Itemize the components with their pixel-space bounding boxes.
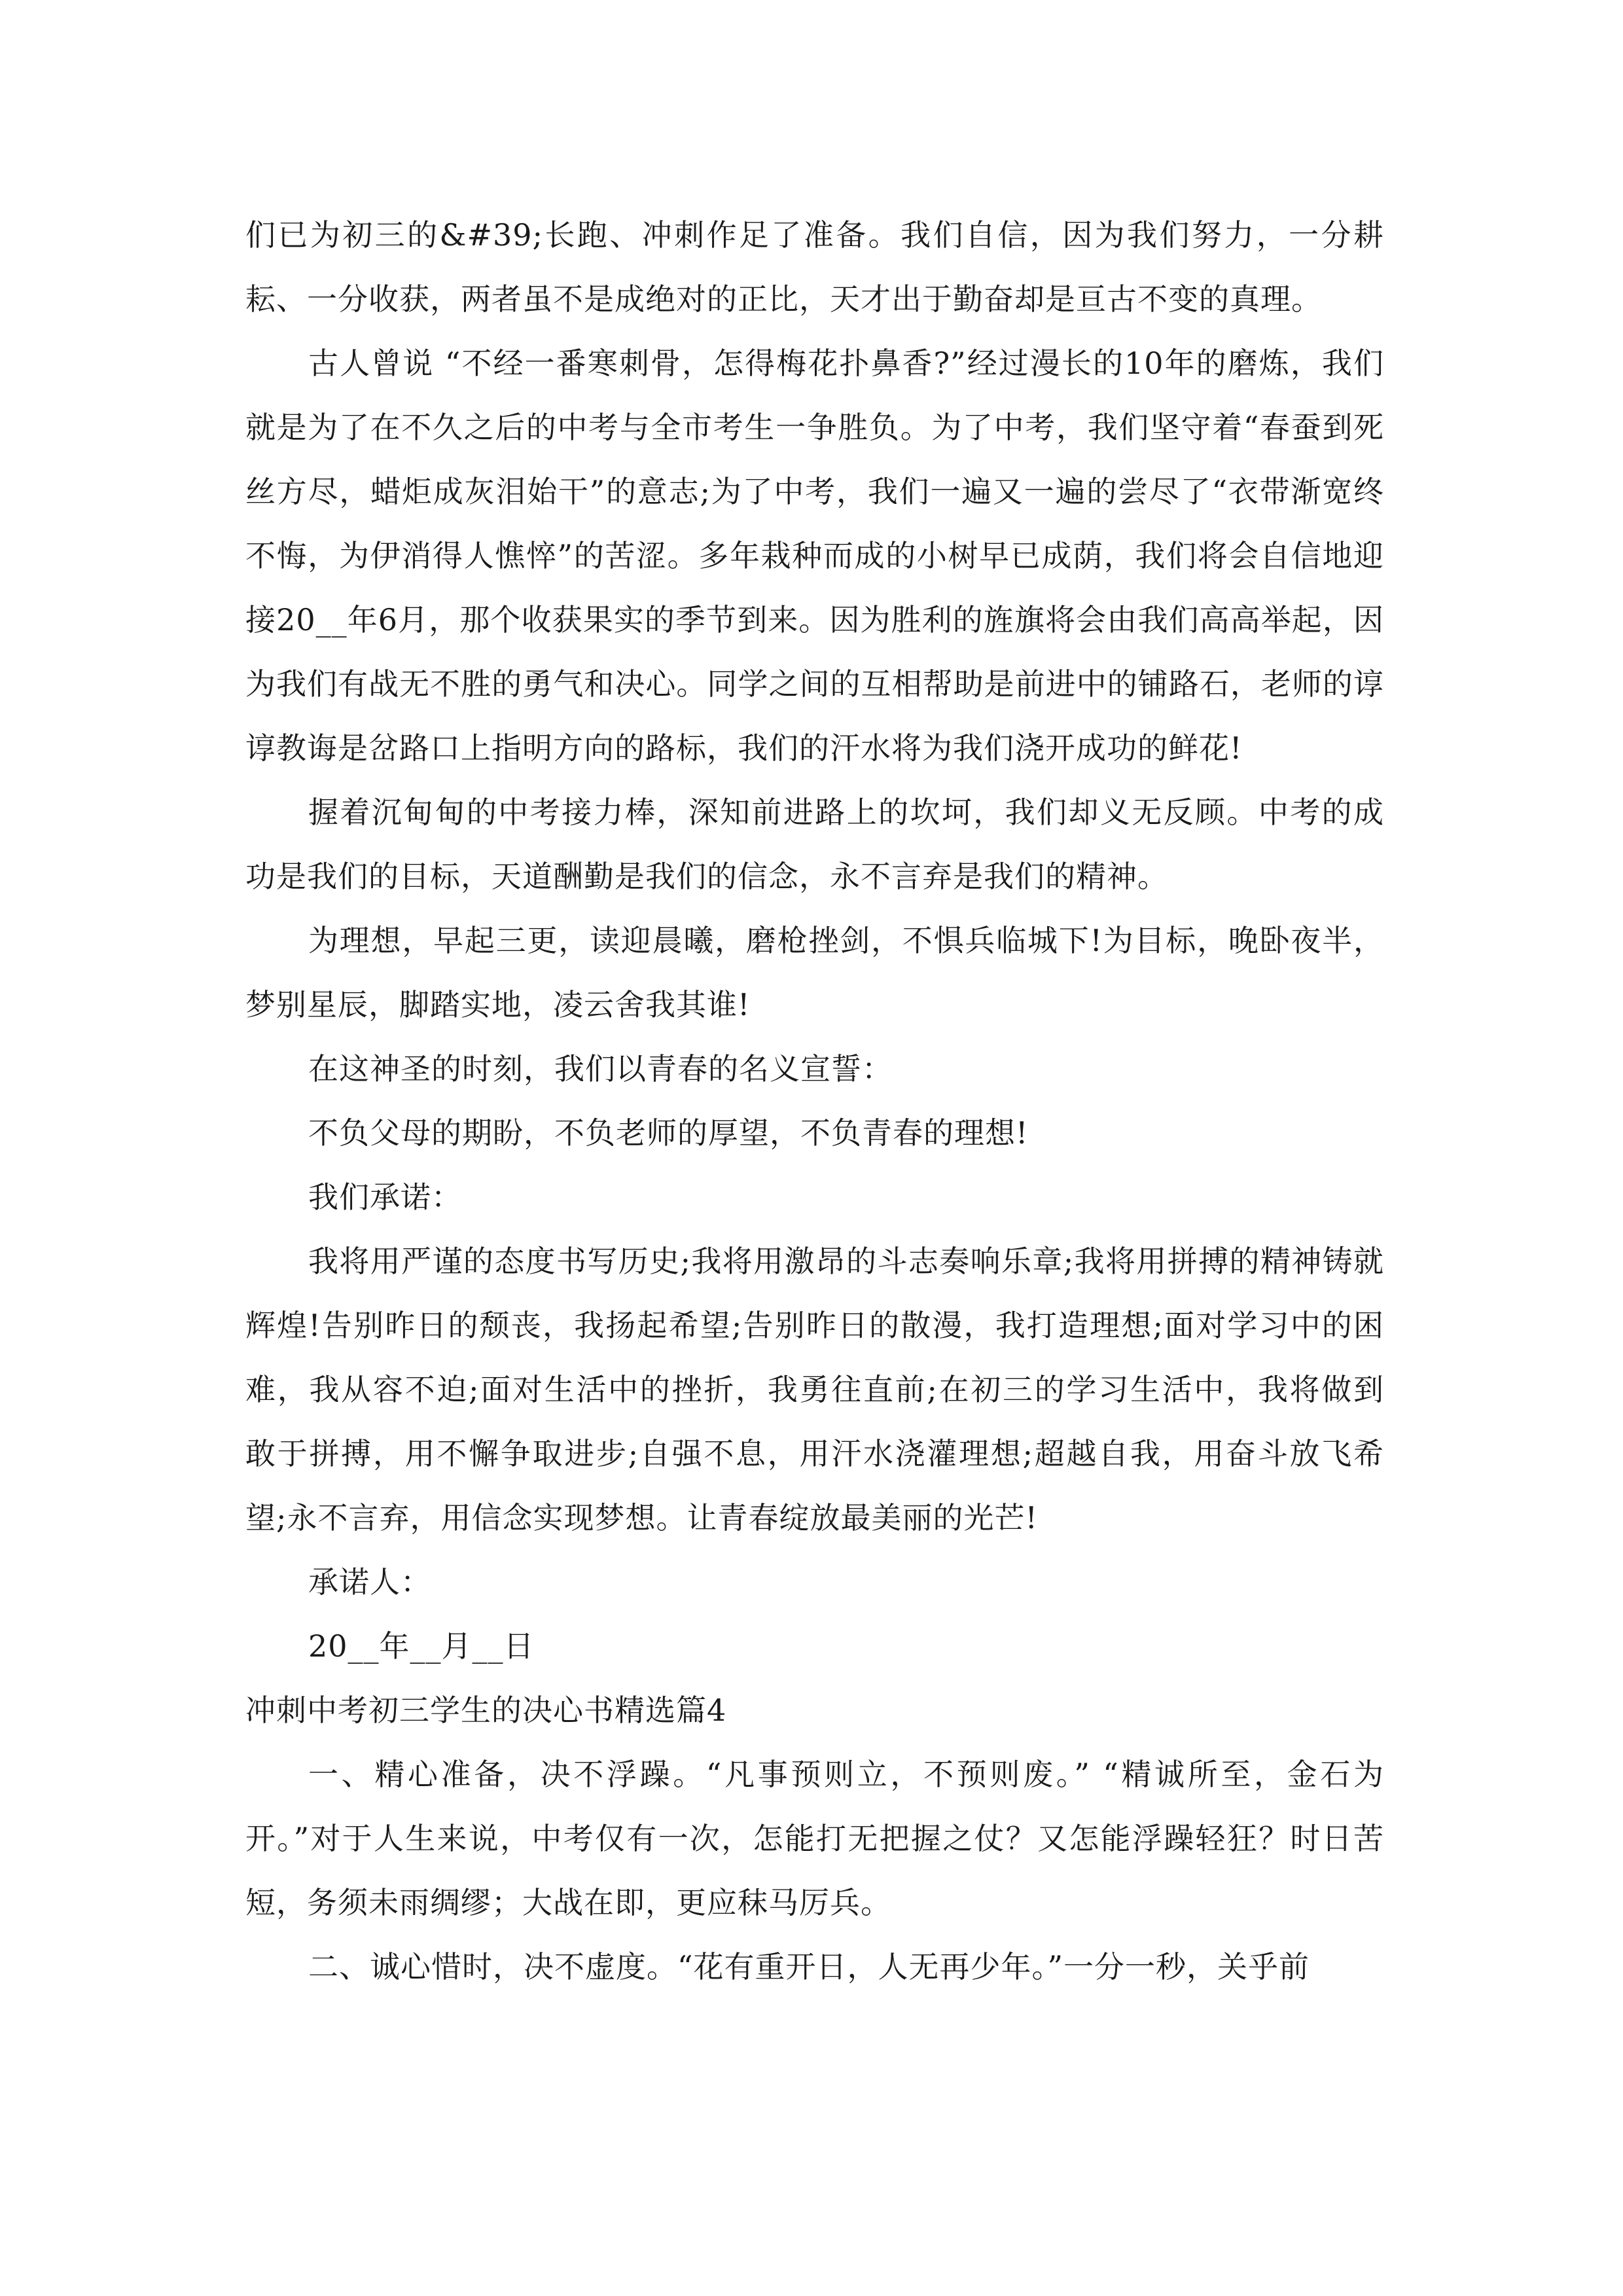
paragraph: 二、诚心惜时，决不虚度。“花有重开日，人无再少年。”一分一秒，关乎前 bbox=[308, 1949, 1310, 1984]
date-line: 20__年__月__日 bbox=[308, 1628, 535, 1664]
signature-label: 承诺人： bbox=[308, 1564, 431, 1600]
paragraph: 一、精心准备，决不浮躁。“凡事预则立，不预则废。” “精诚所至，金石为开。”对于人生来说，中考仅有一次，怎能打无把握之仗？又怎能浮躁轻狂？时日苦短，务须未雨绸缪；大战在即，更应秣马厉兵。 bbox=[245, 1757, 1384, 1920]
paragraph-continuation: 们已为初三的&#39;长跑、冲刺作足了准备。我们自信，因为我们努力，一分耕耘、一分收获，两者虽不是成绝对的正比，天才出于勤奋却是亘古不变的真理。 bbox=[245, 217, 1384, 317]
section-title: 冲刺中考初三学生的决心书精选篇4 bbox=[245, 1693, 727, 1728]
paragraph: 不负父母的期盼，不负老师的厚望，不负青春的理想! bbox=[308, 1115, 1029, 1151]
paragraph: 为理想，早起三更，读迎晨曦，磨枪挫剑，不惧兵临城下!为目标，晚卧夜半，梦别星辰，脚踏实地，凌云舍我其谁! bbox=[245, 923, 1384, 1022]
paragraph: 古人曾说 “不经一番寒刺骨，怎得梅花扑鼻香?”经过漫长的10年的磨炼，我们就是为了在不久之后的中考与全市考生一争胜负。为了中考，我们坚守着“春蚕到死丝方尽，蜡炬成灰泪始干”的意志;为了中考，我们一遍又一遍的尝尽了“衣带渐宽终不悔，为伊消得人憔悴”的苦涩。多年栽种而成的小树早已成荫，我们将会自信地迎接20__年6月，那个收获果实的季节到来。因为胜利的旌旗将会由我们高高举起，因为我们有战无不胜的勇气和决心。同学之间的互相帮助是前进中的铺路石，老师的谆谆教诲是岔路口上指明方向的路标，我们的汗水将为我们浇开成功的鲜花! bbox=[245, 346, 1384, 766]
paragraph: 我们承诺： bbox=[308, 1179, 462, 1215]
paragraph: 握着沉甸甸的中考接力棒，深知前进路上的坎坷，我们却义无反顾。中考的成功是我们的目标，天道酬勤是我们的信念，永不言弃是我们的精神。 bbox=[245, 795, 1384, 894]
document-page bbox=[245, 203, 1384, 1999]
paragraph: 我将用严谨的态度书写历史;我将用激昂的斗志奏响乐章;我将用拼搏的精神铸就辉煌!告别昨日的颓丧，我扬起希望;告别昨日的散漫，我打造理想;面对学习中的困难，我从容不迫;面对生活中的挫折，我勇往直前;在初三的学习生活中，我将做到 敢于拼搏，用不懈争取进步;自强不息，用汗水浇灌理想;超越自我，用奋斗放飞希望;永不言弃，用信念实现梦想。让青春绽放最美丽的光芒! bbox=[245, 1244, 1384, 1535]
paragraph: 在这神圣的时刻，我们以青春的名义宣誓： bbox=[308, 1051, 893, 1086]
